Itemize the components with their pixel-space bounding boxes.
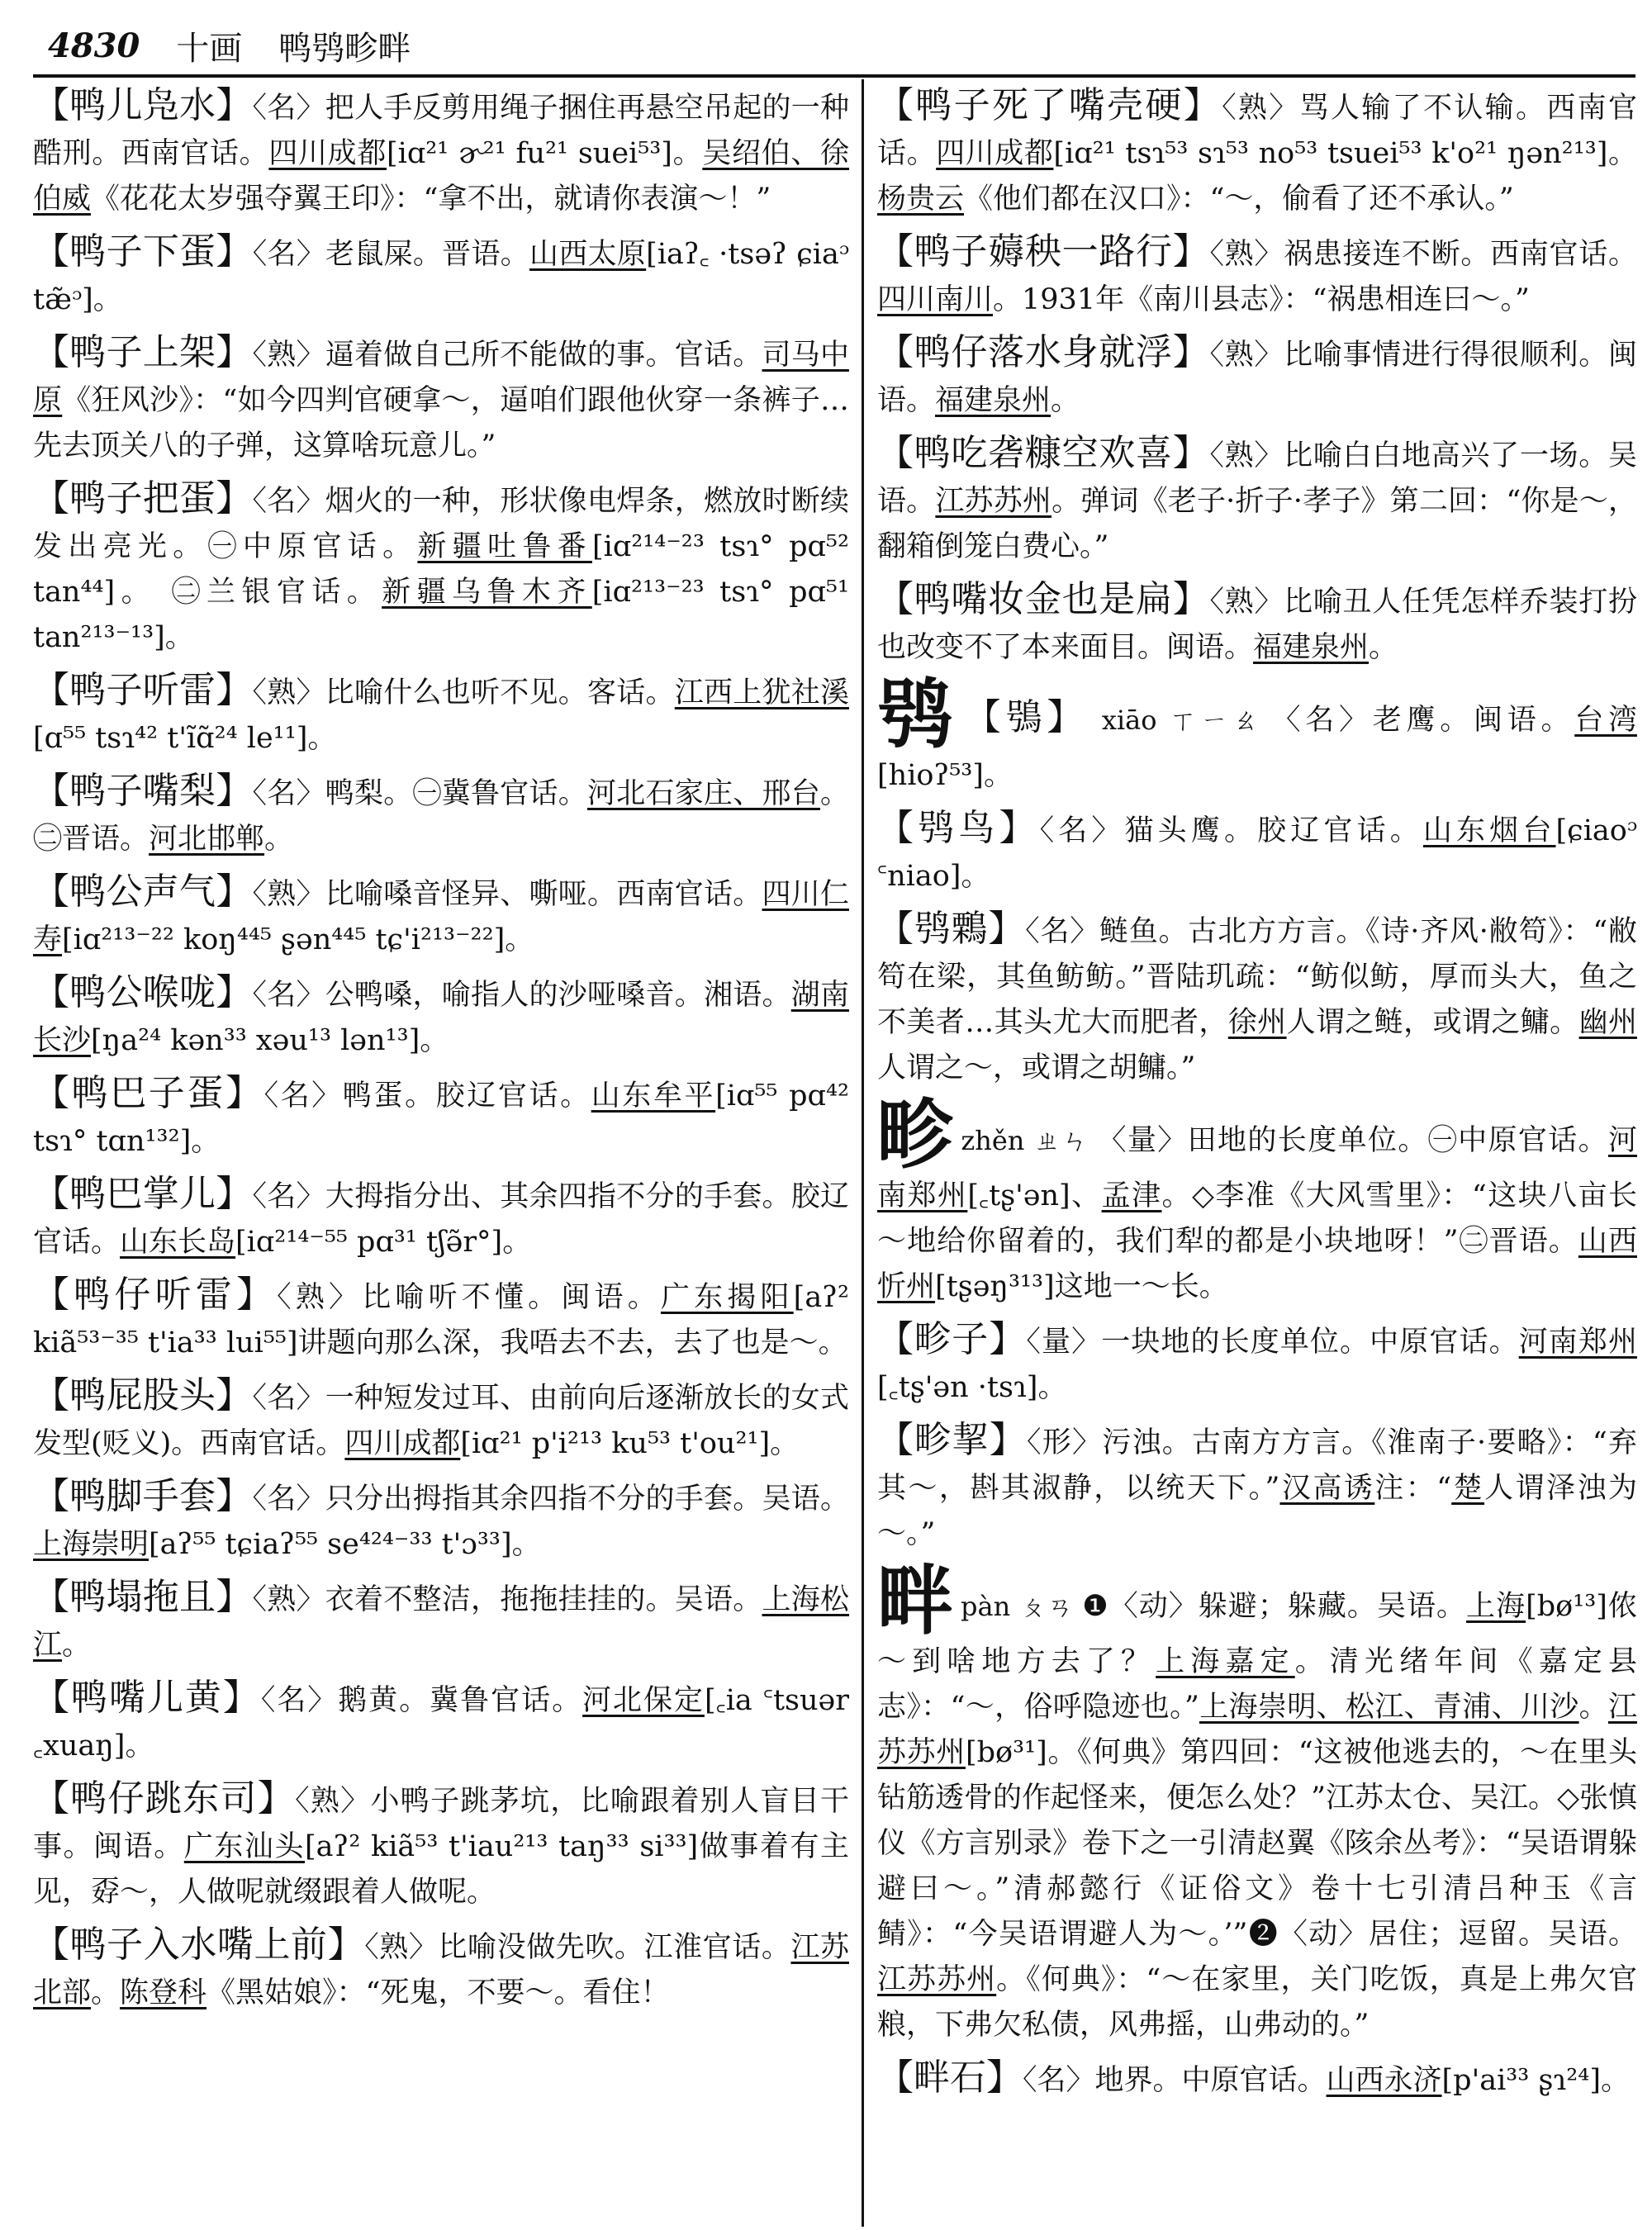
entry-place: 四川南川 <box>877 283 994 316</box>
entry-text: 。㊁晋语。 <box>33 777 849 856</box>
entry-headword: 【畔石】 <box>877 2057 1023 2099</box>
entry-text: 。1931年《南川县志》：“祸患相连曰～。” <box>993 283 1530 316</box>
entry-place: 新疆吐鲁番 <box>417 530 592 563</box>
entry-headword: 【鸭仔跳东司】 <box>33 1777 296 1820</box>
entry-text: 。弹词《老子·折子·孝子》第二回：“你是～，翻箱倒笼白费心。” <box>877 485 1637 563</box>
dictionary-entry <box>33 1272 849 1366</box>
entry-text: 《花花太岁强夺翼王印》：“拿不出，就请你表演～！” <box>91 183 771 216</box>
entry-text: 〈熟〉比喻听不懂。闽语。 <box>277 1281 661 1314</box>
dictionary-entry <box>33 83 849 222</box>
dictionary-entry <box>33 1070 849 1165</box>
entry-place: 山西永济 <box>1326 2064 1442 2097</box>
dictionary-entry <box>877 83 1637 222</box>
entry-text: 〈名〉一种短发过耳、由前向后逐渐放长的女式发型(贬义)。西南官话。 <box>33 1382 849 1460</box>
entry-text: 〈熟〉小鸭子跳茅坑，比喻跟着别人盲目干事。闽语。 <box>33 1785 849 1863</box>
entry-text: 《狂风沙》：“如今四判官硬拿～，逼咱们跟他伙穿一条裤子…先去顶关八的子弹，这算啥玩意儿。” <box>33 384 849 463</box>
dictionary-entry <box>33 768 849 862</box>
entry-place: 四川成都 <box>268 137 387 170</box>
entry-place: 河北石家庄、邢台 <box>586 777 820 810</box>
entry-text: 。 <box>62 1629 92 1662</box>
entry-text: 〈名〉大拇指分出、其余四指不分的手套。胶辽官话。 <box>33 1180 849 1259</box>
entry-text: 《黑姑娘》：“死鬼，不要～。看住！ <box>206 1976 670 2009</box>
entry-place: 江苏苏州 <box>877 1963 997 1996</box>
left-column <box>33 83 849 2230</box>
entry-text: [꜀tʂ'ən ·tsɿ]。 <box>877 1371 1067 1404</box>
entry-place: 山东长岛 <box>120 1226 236 1259</box>
entry-text: [iɑ⁵⁵ pɑ⁴² tsɿ° tɑn¹³²]。 <box>33 1079 849 1158</box>
entry-text: 〈名〉老鹰。闽语。 <box>1271 704 1575 737</box>
entry-text: [꜀ia ꜂tsuər ꜀xuaŋ]。 <box>33 1684 849 1763</box>
entry-place: 广东揭阳 <box>660 1281 794 1314</box>
entry-text: 〈名〉只分出拇指其余四指不分的手套。吴语。 <box>252 1483 849 1516</box>
entry-text: 。 <box>91 1976 121 2009</box>
entry-text: 〈名〉鲢鱼。古北方方言。《诗·齐风·敝笱》：“敝笱在梁，其鱼鲂鲂。”晋陆玑疏：“鲂似鲂，厚而头大，鱼之不美者…其头尤大而肥者， <box>877 915 1637 1039</box>
entry-place: 四川仁寿 <box>33 878 849 956</box>
entry-text: 〈名〉鹅黄。冀鲁官话。 <box>260 1684 583 1717</box>
dictionary-entry <box>877 430 1637 570</box>
entry-text: 〈名〉老鼠屎。晋语。 <box>252 238 530 271</box>
entry-text: 。 <box>1369 631 1398 664</box>
header-characters: 鸭鸮畛畔 <box>278 29 411 68</box>
entry-place: 河南郑州 <box>1518 1326 1637 1359</box>
entry-text: ❶〈动〉躲避；躲藏。吴语。 <box>1082 1590 1467 1623</box>
entry-place: 汉高诱 <box>1279 1472 1375 1505</box>
page-header <box>48 17 1634 74</box>
entry-text: 。 <box>1051 384 1080 417</box>
entry-source: 陈登科 <box>120 1976 207 2009</box>
entry-place: 山东牟平 <box>591 1079 716 1113</box>
entry-headword: 【鸭公声气】 <box>33 871 253 913</box>
entry-text: 。 <box>264 823 294 856</box>
entry-text: [iaʔ꜀ ·tsəʔ ɕiaᵓ tæ̃ᵓ]。 <box>33 238 849 316</box>
entry-place: 台湾 <box>1574 704 1637 737</box>
entry-text: 〈量〉一块地的长度单位。中原官话。 <box>1026 1326 1519 1359</box>
pinyin: xiāo <box>1101 705 1157 736</box>
entry-text: [iɑ²¹⁴⁻⁵⁵ pɑ³¹ tʃə̃r°]。 <box>235 1226 532 1259</box>
entry-place: 上海松江 <box>33 1583 849 1662</box>
entry-headword: 【鸭子入水嘴上前】 <box>33 1924 365 1966</box>
entry-text: 注：“ <box>1374 1472 1452 1505</box>
entry-headword: 【鸮鸟】 <box>877 807 1040 849</box>
entry-text: 〈熟〉骂人输了不认输。西南官话。 <box>877 92 1637 170</box>
entry-headword: 【鸭子听雷】 <box>33 669 253 711</box>
entry-place: 孟津 <box>1101 1179 1162 1212</box>
dictionary-entry <box>33 667 849 762</box>
entry-text: [iɑ²¹³⁻²³ tsɿ° pɑ⁵¹ tan²¹³⁻¹³]。 <box>33 576 849 654</box>
entry-text: [aʔ² kiã⁵³ t'iau²¹³ taŋ³³ si³³]做事着有主见，孬～，人做呢就缀跟着人做呢。 <box>33 1830 849 1909</box>
dictionary-entry <box>33 1171 849 1265</box>
entry-headword: 【鸭仔落水身就浮】 <box>877 331 1210 373</box>
dictionary-entry <box>33 229 849 323</box>
dictionary-entry <box>33 1473 849 1568</box>
entry-text: 〈形〉污浊。古南方方言。《淮南子·要略》：“弃其～，斟其淑静，以统天下。” <box>877 1426 1637 1505</box>
entry-text: 。 <box>1578 1691 1608 1724</box>
entry-text: 〈量〉田地的长度单位。㊀中原官话。 <box>1097 1124 1608 1157</box>
entry-text: 〈熟〉比喻事情进行得很顺利。闽语。 <box>877 339 1637 417</box>
entry-headword: 【鸭子死了嘴壳硬】 <box>877 84 1222 126</box>
entry-place: 上海 <box>1466 1590 1526 1623</box>
entry-text: 〈名〉地界。中原官话。 <box>1023 2064 1327 2097</box>
zhuyin: ㄓㄣ <box>1032 1125 1089 1156</box>
zhuyin: ㄆㄢ <box>1018 1591 1075 1622</box>
entry-headword: 【鸭儿凫水】 <box>33 84 253 126</box>
dictionary-entry <box>33 869 849 963</box>
zhuyin: ㄒㄧㄠ <box>1165 705 1264 736</box>
entry-text: [bø³¹]。《何典》第四回：“这被他逃去的，～在里头钻筋透骨的作起怪来，便怎么处？”江苏太仓、吴江。◇张慎仪《方言别录》卷下之一引清赵翼《陔余丛考》：“吴语谓躲避曰～。”清郝懿行《证俗文》卷十七引清吕种玉《言鲭》：“今吴语谓避人为～。’”❷〈动〉居住；逗留。吴语。 <box>877 1736 1637 1951</box>
entry-headword: 【鸮鷅】 <box>877 908 1026 950</box>
entry-text: 〈名〉烟火的一种，形状像电焊条，燃放时断续发出亮光。㊀中原官话。 <box>33 485 849 563</box>
entry-place: 河北保定 <box>582 1684 705 1717</box>
dictionary-entry <box>877 906 1637 1091</box>
entry-text: 〈名〉公鸭嗓，喻指人的沙哑嗓音。湘语。 <box>252 979 791 1012</box>
dictionary-entry <box>33 476 849 661</box>
entry-source: 幽州 <box>1578 1006 1637 1039</box>
entry-text: 《他们都在汉口》：“～，偷看了还不承认。” <box>964 183 1514 216</box>
page-number: 4830 <box>48 26 140 65</box>
entry-text: [iɑ²¹ ɚ²¹ fu²¹ suei⁵³]。 <box>387 137 703 170</box>
character-entry-pan <box>877 1557 1637 2048</box>
entry-source: 楚 <box>1451 1472 1485 1505</box>
dictionary-entry <box>877 1317 1637 1411</box>
entry-source: 新疆乌鲁木齐 <box>382 576 592 609</box>
entry-headword: 【鸭嘴妆金也是扁】 <box>877 578 1210 620</box>
entry-text: 人谓之～，或谓之胡鳙。” <box>877 1051 1196 1084</box>
entry-place: 上海崇明、松江、青浦、川沙 <box>1199 1691 1579 1724</box>
entry-place: 福建泉州 <box>1253 631 1370 664</box>
entry-text: [tʂəŋ³¹³]这地一～长。 <box>935 1270 1228 1303</box>
pinyin: pàn <box>961 1591 1011 1622</box>
entry-text: [bø¹³]侬～到啥地方去了？ <box>877 1590 1637 1678</box>
entry-headword: 【畛挈】 <box>877 1419 1027 1461</box>
character-glyph: 畔 <box>877 1557 955 1645</box>
dictionary-entry <box>33 970 849 1064</box>
header-rule <box>33 74 1635 78</box>
entry-text: [꜀tʂ'ən]、 <box>967 1179 1102 1212</box>
entry-text: 。◇李准《大风雪里》：“这块八亩长～地给你留着的，我们犁的都是小块地呀！”㊁晋语。 <box>877 1179 1637 1258</box>
entry-headword: 【鸭子上架】 <box>33 331 253 373</box>
entry-headword: 【畛子】 <box>877 1318 1027 1360</box>
entry-text: 〈名〉鸭蛋。胶辽官话。 <box>263 1079 591 1113</box>
entry-place: 上海嘉定 <box>1156 1645 1295 1678</box>
entry-place: 徐州 <box>1227 1006 1287 1039</box>
dictionary-entry <box>33 1776 849 1915</box>
character-entry-zhen <box>877 1091 1637 1310</box>
dictionary-entry <box>877 2055 1637 2104</box>
dictionary-entry <box>33 1675 849 1769</box>
dictionary-entry <box>877 1417 1637 1557</box>
entry-headword: 【鸭嘴儿黄】 <box>33 1677 261 1719</box>
entry-text: 〈熟〉比喻丑人任凭怎样乔装打扮也改变不了本来面目。闽语。 <box>877 586 1637 664</box>
dictionary-entry <box>877 330 1637 424</box>
entry-place: 四川成都 <box>936 137 1054 170</box>
entry-place: 江苏苏州 <box>877 1691 1637 1769</box>
entry-text: [iɑ²¹⁴⁻²³ tsɿ° pɑ⁵² tan⁴⁴]。 ㊁兰银官话。 <box>33 530 849 609</box>
entry-text: 〈熟〉比喻白白地高兴了一场。吴语。 <box>877 439 1637 518</box>
section-label: 十画 <box>176 29 243 68</box>
entry-place: 司马中原 <box>33 339 849 417</box>
dictionary-entry <box>877 229 1637 323</box>
entry-text: [ɕiaoᵓ ꜂niao]。 <box>877 814 1637 893</box>
entry-place: 广东汕头 <box>183 1830 306 1863</box>
dictionary-entry <box>877 805 1637 899</box>
character-glyph: 鸮 <box>877 671 958 759</box>
entry-headword: 【鸭吃砻糠空欢喜】 <box>877 432 1210 474</box>
entry-place: 上海崇明 <box>33 1528 150 1561</box>
entry-place: 江苏苏州 <box>935 485 1052 518</box>
dictionary-entry <box>33 1922 849 2016</box>
entry-text: [iɑ²¹ tsɿ⁵³ sɿ⁵³ no⁵³ tsuei⁵³ k'o²¹ ŋən²¹³]。 <box>1053 137 1637 170</box>
entry-text: 〈名〉把人手反剪用绳子捆住再悬空吊起的一种酷刑。西南官话。 <box>33 92 849 170</box>
entry-text: [ŋa²⁴ kən³³ xəu¹³ lən¹³]。 <box>91 1024 449 1057</box>
entry-source: 杨贵云 <box>877 183 965 216</box>
entry-text: [aʔ² kiã⁵³⁻³⁵ t'ia³³ lui⁵⁵]讲题向那么深，我唔去不去，去了也是～。 <box>33 1281 849 1359</box>
entry-place: 山东烟台 <box>1422 814 1556 847</box>
entry-text: 〈熟〉衣着不整洁，拖拖挂挂的。吴语。 <box>252 1583 762 1616</box>
pinyin: zhěn <box>961 1125 1025 1156</box>
entry-text: [iɑ²¹³⁻²² koŋ⁴⁴⁵ ʂən⁴⁴⁵ tɕ'i²¹³⁻²²]。 <box>62 923 534 956</box>
entry-text: 人谓之鲢，或谓之鳙。 <box>1286 1006 1579 1039</box>
entry-text: 〈熟〉比喻什么也听不见。客话。 <box>252 676 675 709</box>
entry-place: 湖南长沙 <box>33 979 849 1057</box>
traditional-form: 【鴞】 <box>964 696 1088 738</box>
right-column <box>877 83 1637 2230</box>
entry-text: 人谓泽浊为～。” <box>877 1472 1637 1550</box>
entry-headword: 【鸭屁股头】 <box>33 1374 253 1416</box>
entry-place: 四川成都 <box>344 1427 461 1460</box>
column-divider <box>862 79 864 2227</box>
entry-text: 〈熟〉祸患接连不断。西南官话。 <box>1209 238 1637 271</box>
entry-text: [iɑ²¹ p'i²¹³ ku⁵³ t'ou²¹]。 <box>460 1427 800 1460</box>
entry-headword: 【鸭子薅秧一路行】 <box>877 230 1210 273</box>
entry-text: 。《何典》：“～在家里，关门吃饭，真是上弗欠官粮，下弗欠私债，风弗摇，山弗动的。” <box>877 1963 1637 2042</box>
entry-headword: 【鸭子下蛋】 <box>33 230 253 273</box>
entry-headword: 【鸭子把蛋】 <box>33 477 253 520</box>
entry-source: 河北邯郸 <box>149 823 265 856</box>
entry-place: 山西忻州 <box>877 1225 1637 1303</box>
entry-text: [aʔ⁵⁵ tɕiaʔ⁵⁵ se⁴²⁴⁻³³ t'ɔ³³]。 <box>149 1528 541 1561</box>
entry-text: 〈熟〉逼着做自己所不能做的事。官话。 <box>252 339 762 372</box>
entry-source: 吴绍伯、徐伯威 <box>33 137 849 216</box>
dictionary-entry <box>33 1373 849 1467</box>
entry-headword: 【鸭塌拖且】 <box>33 1576 253 1618</box>
entry-place: 河南郑州 <box>877 1124 1637 1212</box>
character-entry-xiao <box>877 671 1637 799</box>
entry-headword: 【鸭脚手套】 <box>33 1475 253 1517</box>
entry-text: 〈名〉鸭梨。㊀冀鲁官话。 <box>252 777 587 810</box>
entry-text: [p'ai³³ ʂɿ²⁴]。 <box>1441 2064 1630 2097</box>
entry-place: 福建泉州 <box>935 384 1051 417</box>
entry-headword: 【鸭巴掌儿】 <box>33 1173 253 1215</box>
dictionary-entry <box>33 330 849 469</box>
entry-headword: 【鸭巴子蛋】 <box>33 1072 264 1114</box>
entry-text: [ɑ⁵⁵ tsɿ⁴² t'ĩɑ̃²⁴ le¹¹]。 <box>33 722 337 755</box>
character-glyph: 畛 <box>877 1091 955 1179</box>
entry-headword: 【鸭仔听雷】 <box>33 1274 278 1316</box>
entry-text: 〈名〉猫头鹰。胶辽官话。 <box>1039 814 1423 847</box>
entry-text: 〈熟〉比喻嗓音怪异、嘶哑。西南官话。 <box>252 878 762 911</box>
entry-headword: 【鸭公喉咙】 <box>33 971 253 1013</box>
entry-headword: 【鸭子嘴梨】 <box>33 770 253 812</box>
entry-place: 江西上犹社溪 <box>674 676 849 709</box>
entry-text: 〈熟〉比喻没做先吹。江淮官话。 <box>364 1931 791 1964</box>
dictionary-entry <box>877 576 1637 671</box>
entry-place: 山西太原 <box>529 238 647 271</box>
dictionary-entry <box>33 1574 849 1668</box>
entry-text: 。清光绪年间《嘉定县志》：“～，俗呼隐迹也。” <box>877 1645 1637 1724</box>
entry-text: [hioʔ⁵³]。 <box>877 759 1013 792</box>
entry-place: 江苏北部 <box>33 1931 849 2009</box>
